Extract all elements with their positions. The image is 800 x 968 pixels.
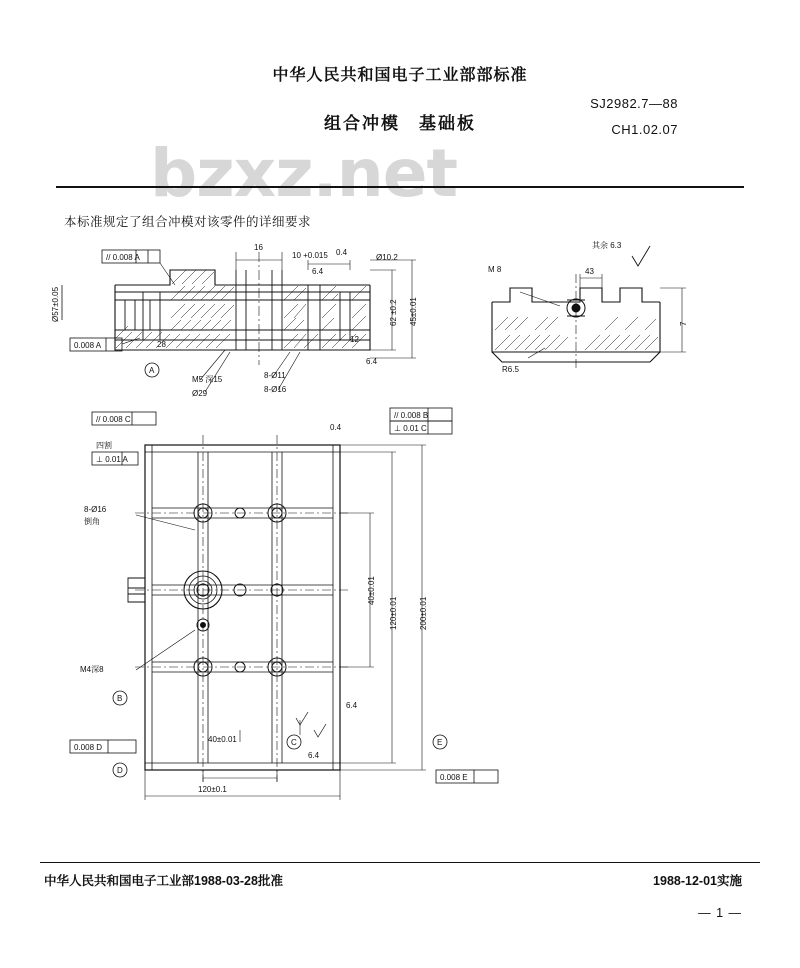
annotation-a20: 其余 6.3 — [592, 241, 622, 250]
annotation-a33: B — [117, 694, 123, 703]
annotation-a9: 16 — [254, 243, 263, 252]
annotation-a44: 6.4 — [346, 701, 358, 710]
page-title: 组合冲模 基础板 — [324, 114, 476, 133]
annotation-a38: 0.008 E — [440, 773, 468, 782]
annotation-a1: // 0.008 A — [106, 253, 140, 262]
annotation-a15: 62 ±0.2 — [389, 299, 398, 326]
document-header — [0, 62, 800, 134]
annotation-a26: ⊥ 0.01 C — [394, 424, 427, 433]
annotation-a5: Ø29 — [192, 389, 208, 398]
annotation-a41: 40±0.01 — [367, 576, 376, 605]
annotation-a36: E — [437, 738, 443, 747]
watermark-text: bzxz.net — [150, 135, 458, 212]
page-number: — 1 — — [698, 906, 742, 920]
annotation-a11: 0.4 — [336, 248, 348, 257]
annotation-a19: M 8 — [488, 265, 502, 274]
annotation-a39: 40±0.01 — [208, 735, 237, 744]
annotation-a29: ⊥ 0.01 A — [96, 455, 128, 464]
annotation-a37: 0.008 D — [74, 743, 103, 752]
annotation-a28: 四割 — [96, 441, 112, 450]
annotation-a10: 10 +0.015 — [292, 251, 328, 260]
annotation-a13: Ø10.2 — [376, 253, 398, 262]
annotation-a23: R6.5 — [502, 365, 519, 374]
annotation-a40: 120±0.1 — [198, 785, 227, 794]
annotation-a18: A — [149, 366, 155, 375]
annotation-a7: 8-Ø16 — [264, 385, 287, 394]
technical-drawing — [40, 230, 760, 800]
annotation-a12: 6.4 — [312, 267, 324, 276]
annotation-a32: M4深8 — [80, 665, 104, 674]
annotation-a2: 0.008 A — [74, 341, 102, 350]
annotation-a45: 6.4 — [308, 751, 320, 760]
annotation-a30: 8-Ø16 — [84, 505, 107, 514]
annotation-a43: 200±0.01 — [419, 596, 428, 630]
annotation-a34: D — [117, 766, 123, 775]
annotation-a27: 0.4 — [330, 423, 342, 432]
annotation-a31: 倒角 — [84, 517, 100, 526]
annotation-a8: 28 — [157, 340, 166, 349]
header-divider — [56, 186, 744, 188]
annotation-a35: C — [291, 738, 297, 747]
annotation-a21: 43 — [585, 267, 594, 276]
annotation-a14: 45±0.01 — [409, 297, 418, 326]
annotation-a6: 8-Ø11 — [264, 371, 286, 380]
annotation-a17: 6.4 — [366, 357, 378, 366]
annotation-a3: Ø57±0.05 — [51, 286, 60, 322]
annotation-a42: 120±0.01 — [389, 596, 398, 630]
annotation-a24: // 0.008 C — [96, 415, 131, 424]
footer-divider — [40, 862, 760, 863]
annotation-a16: 12 — [350, 335, 359, 344]
annotation-a4: M5 深15 — [192, 375, 223, 384]
annotation-a22: 7 — [679, 321, 688, 326]
effective-date: 1988-12-01实施 — [653, 874, 742, 888]
standard-code: SJ2982.7—88 — [590, 96, 678, 111]
approval-statement: 中华人民共和国电子工业部1988-03-28批准 — [44, 874, 283, 888]
annotation-a25: // 0.008 B — [394, 411, 429, 420]
scope-statement: 本标准规定了组合冲模对该零件的详细要求 — [64, 215, 312, 229]
classification-code: CH1.02.07 — [611, 122, 678, 137]
issuing-organization: 中华人民共和国电子工业部部标准 — [272, 67, 528, 84]
